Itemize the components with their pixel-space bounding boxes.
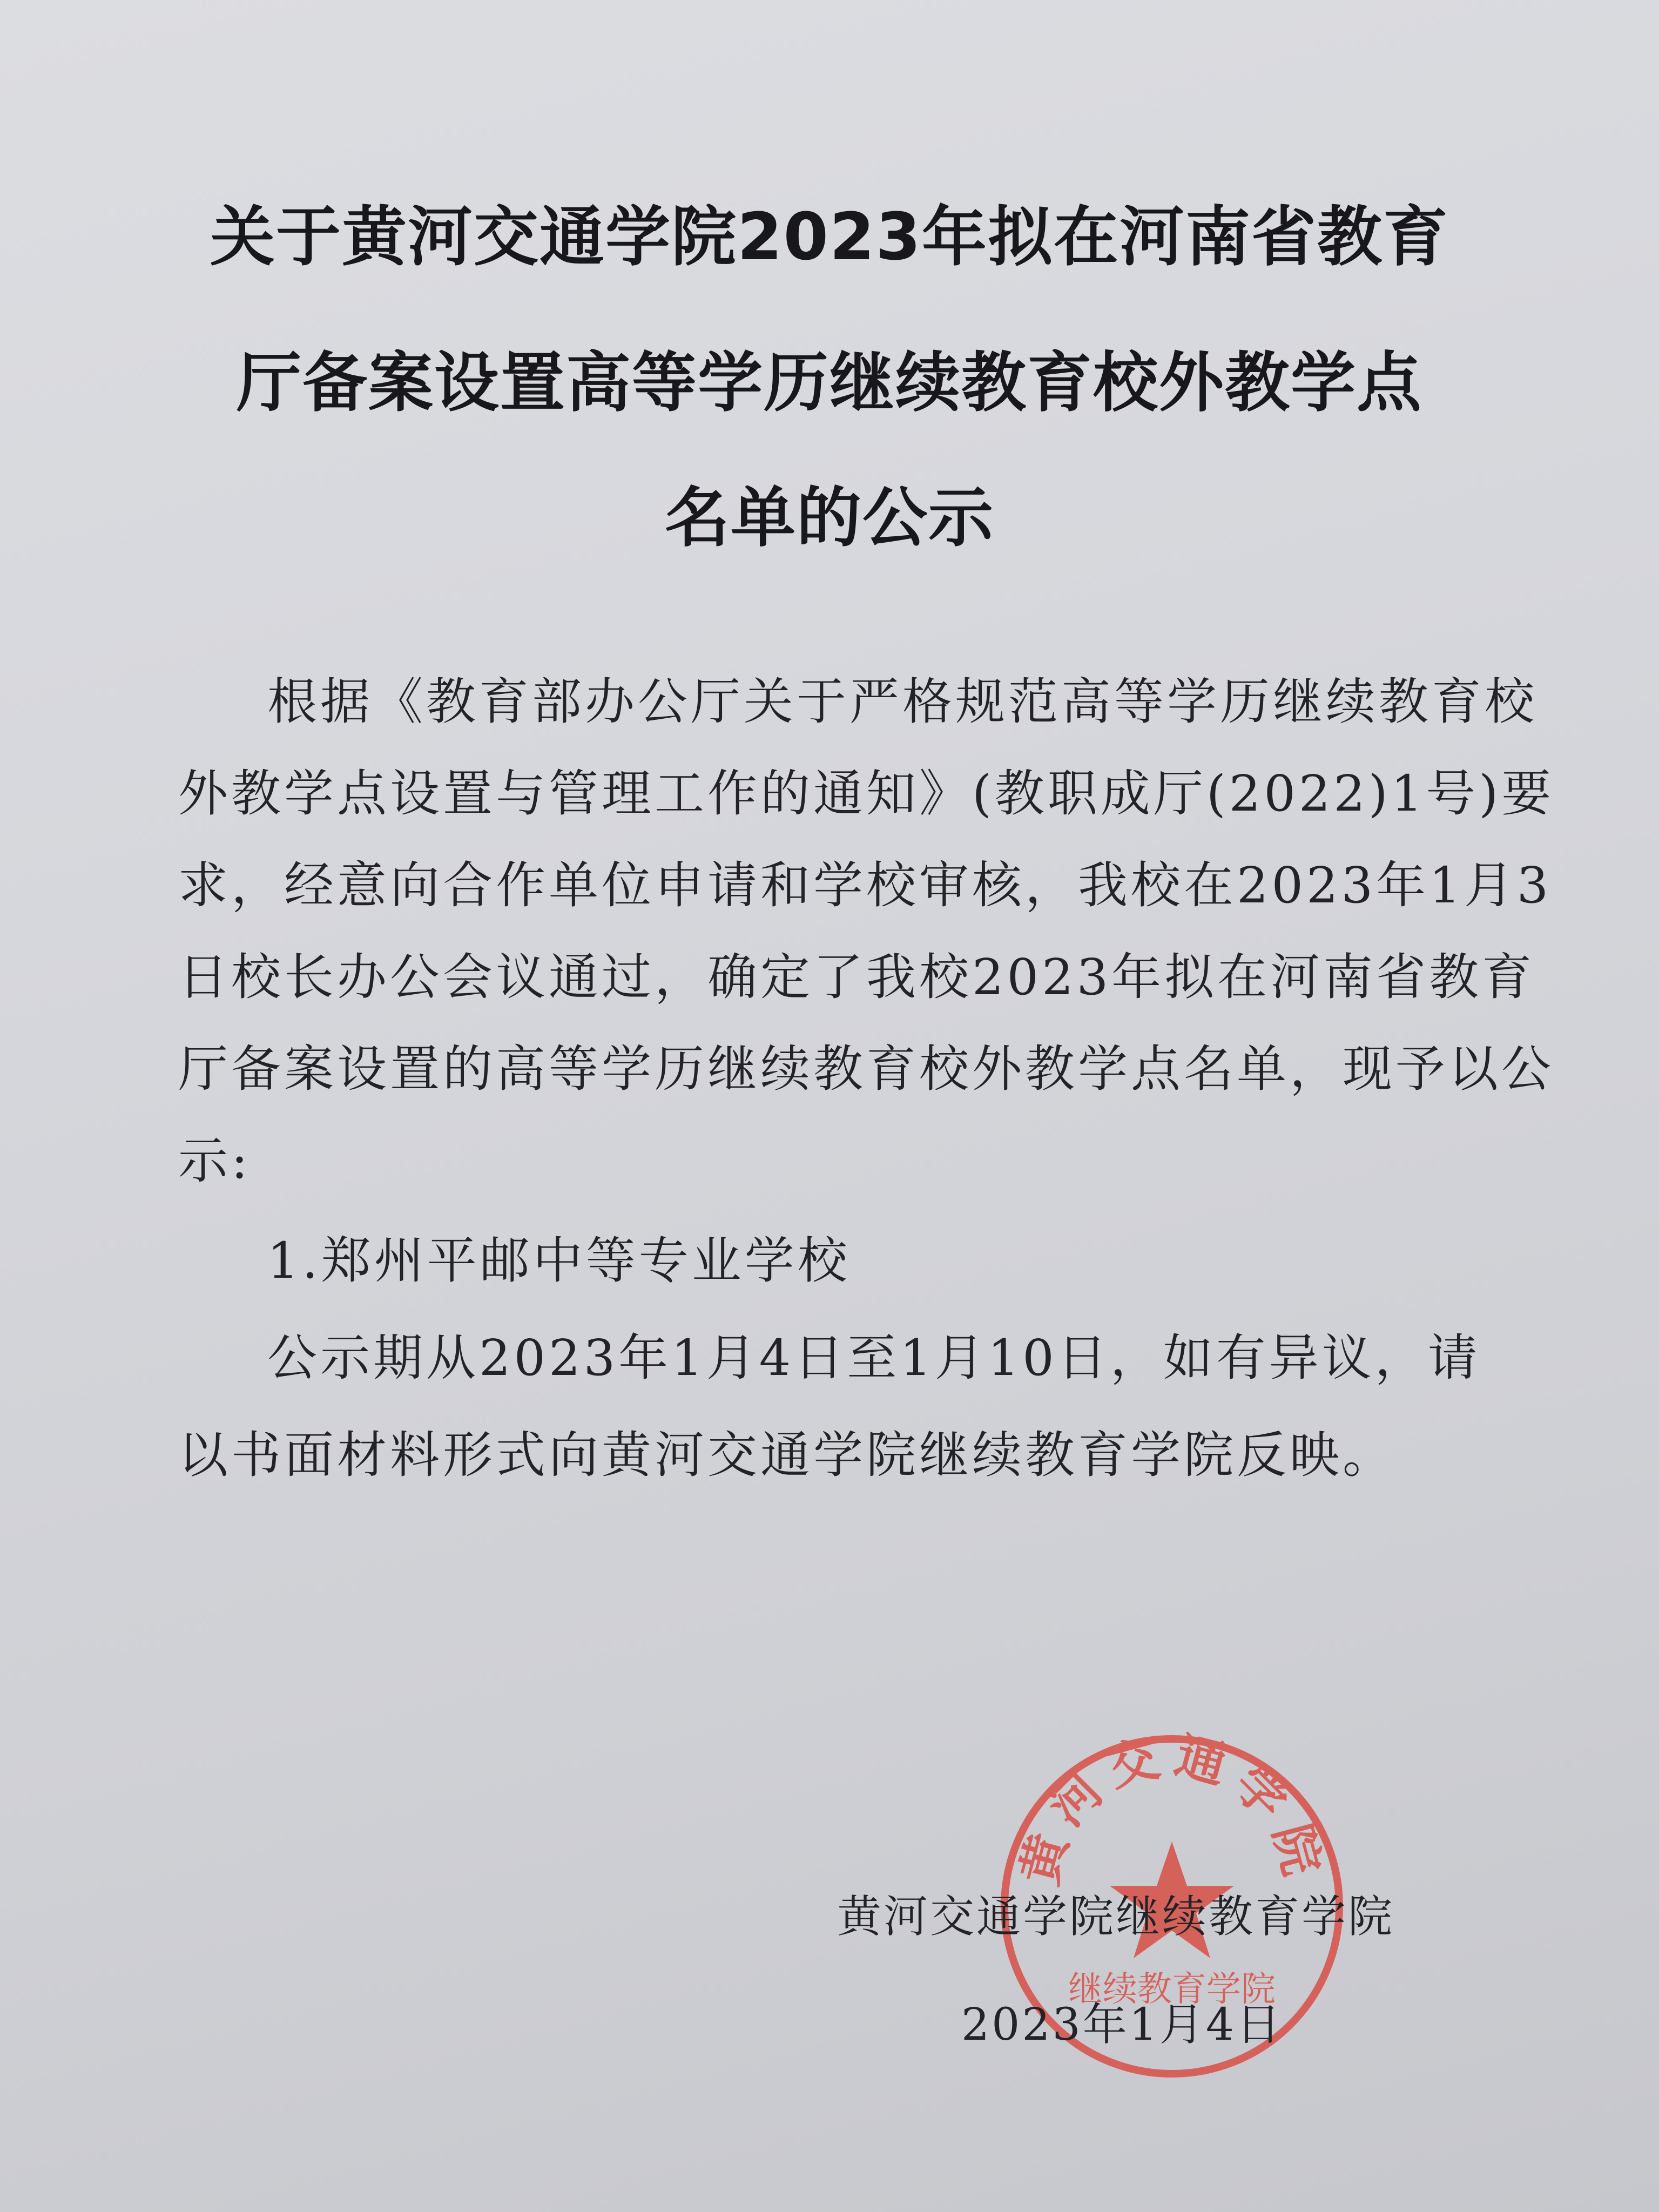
paragraph-1-line-6: 示: bbox=[178, 1132, 251, 1190]
signature-organization: 黄河交通学院继续教育学院 bbox=[837, 1891, 1395, 1943]
title-line-3: 名单的公示 bbox=[665, 481, 994, 556]
paragraph-1-line-5: 厅备案设置的高等学历继续教育校外教学点名单，现予以公 bbox=[178, 1040, 1555, 1098]
paragraph-2-line-1: 公示期从2023年1月4日至1月10日，如有异议，请 bbox=[267, 1329, 1481, 1387]
paragraph-1-line-3: 求，经意向合作单位申请和学校审核，我校在2023年1月3 bbox=[178, 857, 1552, 914]
paragraph-1-line-1: 根据《教育部办公厅关于严格规范高等学历继续教育校 bbox=[267, 673, 1538, 731]
seal-outer-text: 黄河交通学院 bbox=[1010, 1728, 1334, 1891]
seal-inner-text: 继续教育学院 bbox=[1068, 1970, 1276, 2009]
title-line-1: 关于黄河交通学院2023年拟在河南省教育 bbox=[210, 200, 1449, 275]
paragraph-1-line-2: 外教学点设置与管理工作的通知》(教职成厅(2022)1号)要 bbox=[178, 765, 1555, 822]
paragraph-1-line-4: 日校长办公会议通过，确定了我校2023年拟在河南省教育 bbox=[178, 948, 1535, 1006]
title-line-2: 厅备案设置高等学历继续教育校外教学点 bbox=[237, 346, 1422, 421]
signature-date: 2023年1月4日 bbox=[961, 1999, 1283, 2051]
list-item: 1.郑州平邮中等专业学校 bbox=[267, 1232, 851, 1290]
paragraph-2-line-2: 以书面材料形式向黄河交通学院继续教育学院反映。 bbox=[178, 1426, 1396, 1484]
